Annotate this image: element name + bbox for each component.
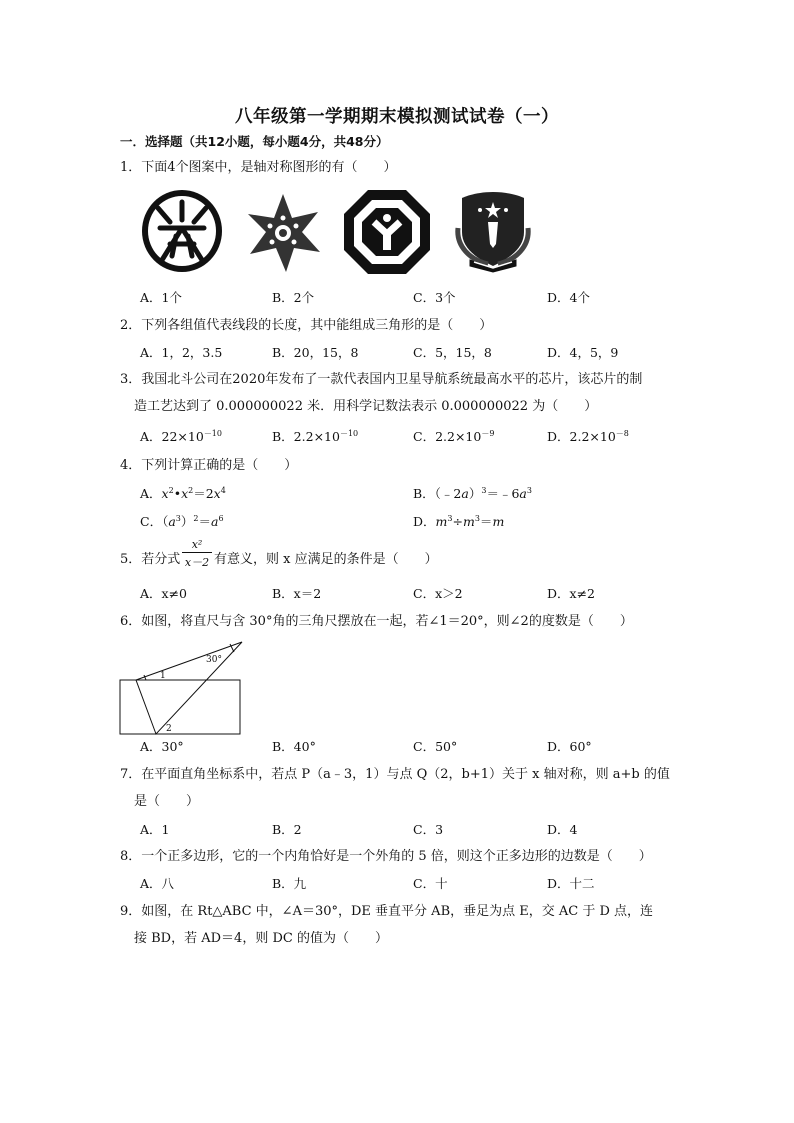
q3-option-c[interactable]: C．$2.2\times 10^{-9}$ — [413, 429, 495, 444]
q1-option-c[interactable]: C．3个 — [413, 290, 456, 305]
question-2-stem: 2．下列各组值代表线段的长度，其中能组成三角形的是（ ） — [120, 318, 493, 333]
question-3-stem-line1: 3．我国北斗公司在2020年发布了一款代表国内卫星导航系统最高水平的芯片，该芯片的制 — [120, 372, 643, 387]
q7-option-b[interactable]: B．2 — [272, 822, 302, 837]
q1-option-a[interactable]: A．1个 — [140, 290, 182, 305]
q8-option-c[interactable]: C．十 — [413, 876, 448, 891]
question-5-stem-pre: 5．若分式 — [120, 552, 181, 567]
q3-option-d[interactable]: D．$2.2\times 10^{-8}$ — [547, 429, 629, 444]
q4-option-b[interactable]: B．$(﹣2a)^3=﹣6a^3$ — [413, 486, 532, 501]
q2-option-a[interactable]: A．1，2，3.5 — [140, 345, 223, 360]
q1-option-b[interactable]: B．2个 — [272, 290, 315, 305]
question-5-stem-post: 有意义，则 x 应满足的条件是（ ） — [214, 552, 438, 567]
q4-option-d[interactable]: D．$m^3\div m^3=m$ — [413, 514, 505, 529]
q5-fraction-bar — [182, 552, 212, 553]
q5-fraction — [182, 538, 212, 570]
question-6-stem: 6．如图，将直尺与含 30°角的三角尺摆放在一起，若∠1＝20°，则∠2的度数是（ ） — [120, 614, 633, 629]
page-title: 八年级第一学期期末模拟测试试卷（一） — [235, 107, 559, 127]
octagon-emblem-icon — [342, 188, 432, 276]
question-3-stem-line2: 造工艺达到了 0.000000022 米．用科学记数法表示 0.000000022 为（ ） — [134, 399, 598, 414]
badge-emblem-icon — [450, 188, 536, 274]
fig6-label-angle2: 2 — [166, 724, 172, 734]
question-8-stem: 8．一个正多边形，它的一个内角恰好是一个外角的 5 倍，则这个正多边形的边数是（ ） — [120, 849, 652, 864]
q7-option-d[interactable]: D．4 — [547, 822, 578, 837]
q2-option-d[interactable]: D．4，5，9 — [547, 345, 619, 360]
flower-emblem-icon — [240, 188, 326, 276]
q6-option-d[interactable]: D．60° — [547, 739, 592, 754]
q6-option-a[interactable]: A．30° — [140, 739, 184, 754]
q7-option-a[interactable]: A．1 — [140, 822, 170, 837]
q3-option-a[interactable]: A．$22\times 10^{-10}$ — [140, 429, 222, 444]
q2-option-c[interactable]: C．5，15，8 — [413, 345, 492, 360]
question-1-stem: 1．下面4个图案中，是轴对称图形的有（ ） — [120, 160, 397, 175]
q4-option-a[interactable]: A．$x^2•x^2=2x^4$ — [140, 486, 226, 501]
q5-option-c[interactable]: C．x＞2 — [413, 586, 463, 601]
q2-option-b[interactable]: B．20，15，8 — [272, 345, 359, 360]
question-4-stem: 4．下列计算正确的是（ ） — [120, 458, 298, 473]
question-7-stem-line2: 是（ ） — [134, 794, 200, 809]
q5-fraction-numerator: x² — [191, 538, 203, 551]
section-heading: 一．选择题（共12小题，每小题4分，共48分） — [120, 134, 389, 149]
q8-option-a[interactable]: A．八 — [140, 876, 175, 891]
q5-option-b[interactable]: B．x＝2 — [272, 586, 322, 601]
emblem-seal-icon — [140, 188, 224, 274]
q5-option-d[interactable]: D．x≠2 — [547, 586, 595, 601]
q5-option-a[interactable]: A．x≠0 — [140, 586, 188, 601]
ruler-triangle-figure — [118, 638, 246, 736]
q4-option-c[interactable]: C．$(a^3)^2=a^6$ — [140, 514, 224, 529]
q3-option-b[interactable]: B．$2.2\times 10^{-10}$ — [272, 429, 359, 444]
q8-option-b[interactable]: B．九 — [272, 876, 307, 891]
q8-option-d[interactable]: D．十二 — [547, 876, 595, 891]
question-7-stem-line1: 7．在平面直角坐标系中，若点 P（a﹣3，1）与点 Q（2，b+1）关于 x 轴对称，则 a+b 的值 — [120, 767, 670, 782]
question-9-stem-line2: 接 BD，若 AD＝4，则 DC 的值为（ ） — [134, 931, 388, 946]
q6-option-b[interactable]: B．40° — [272, 739, 316, 754]
fig6-label-angle1: 1 — [160, 671, 166, 681]
fig6-label-30deg: 30° — [206, 655, 222, 665]
q1-option-d[interactable]: D．4个 — [547, 290, 590, 305]
q5-fraction-denominator: x－2 — [184, 556, 210, 569]
q6-option-c[interactable]: C．50° — [413, 739, 458, 754]
question-9-stem-line1: 9．如图，在 Rt△ABC 中，∠A＝30°，DE 垂直平分 AB，垂足为点 E，交 AC 于 D 点，连 — [120, 904, 654, 919]
q7-option-c[interactable]: C．3 — [413, 822, 444, 837]
